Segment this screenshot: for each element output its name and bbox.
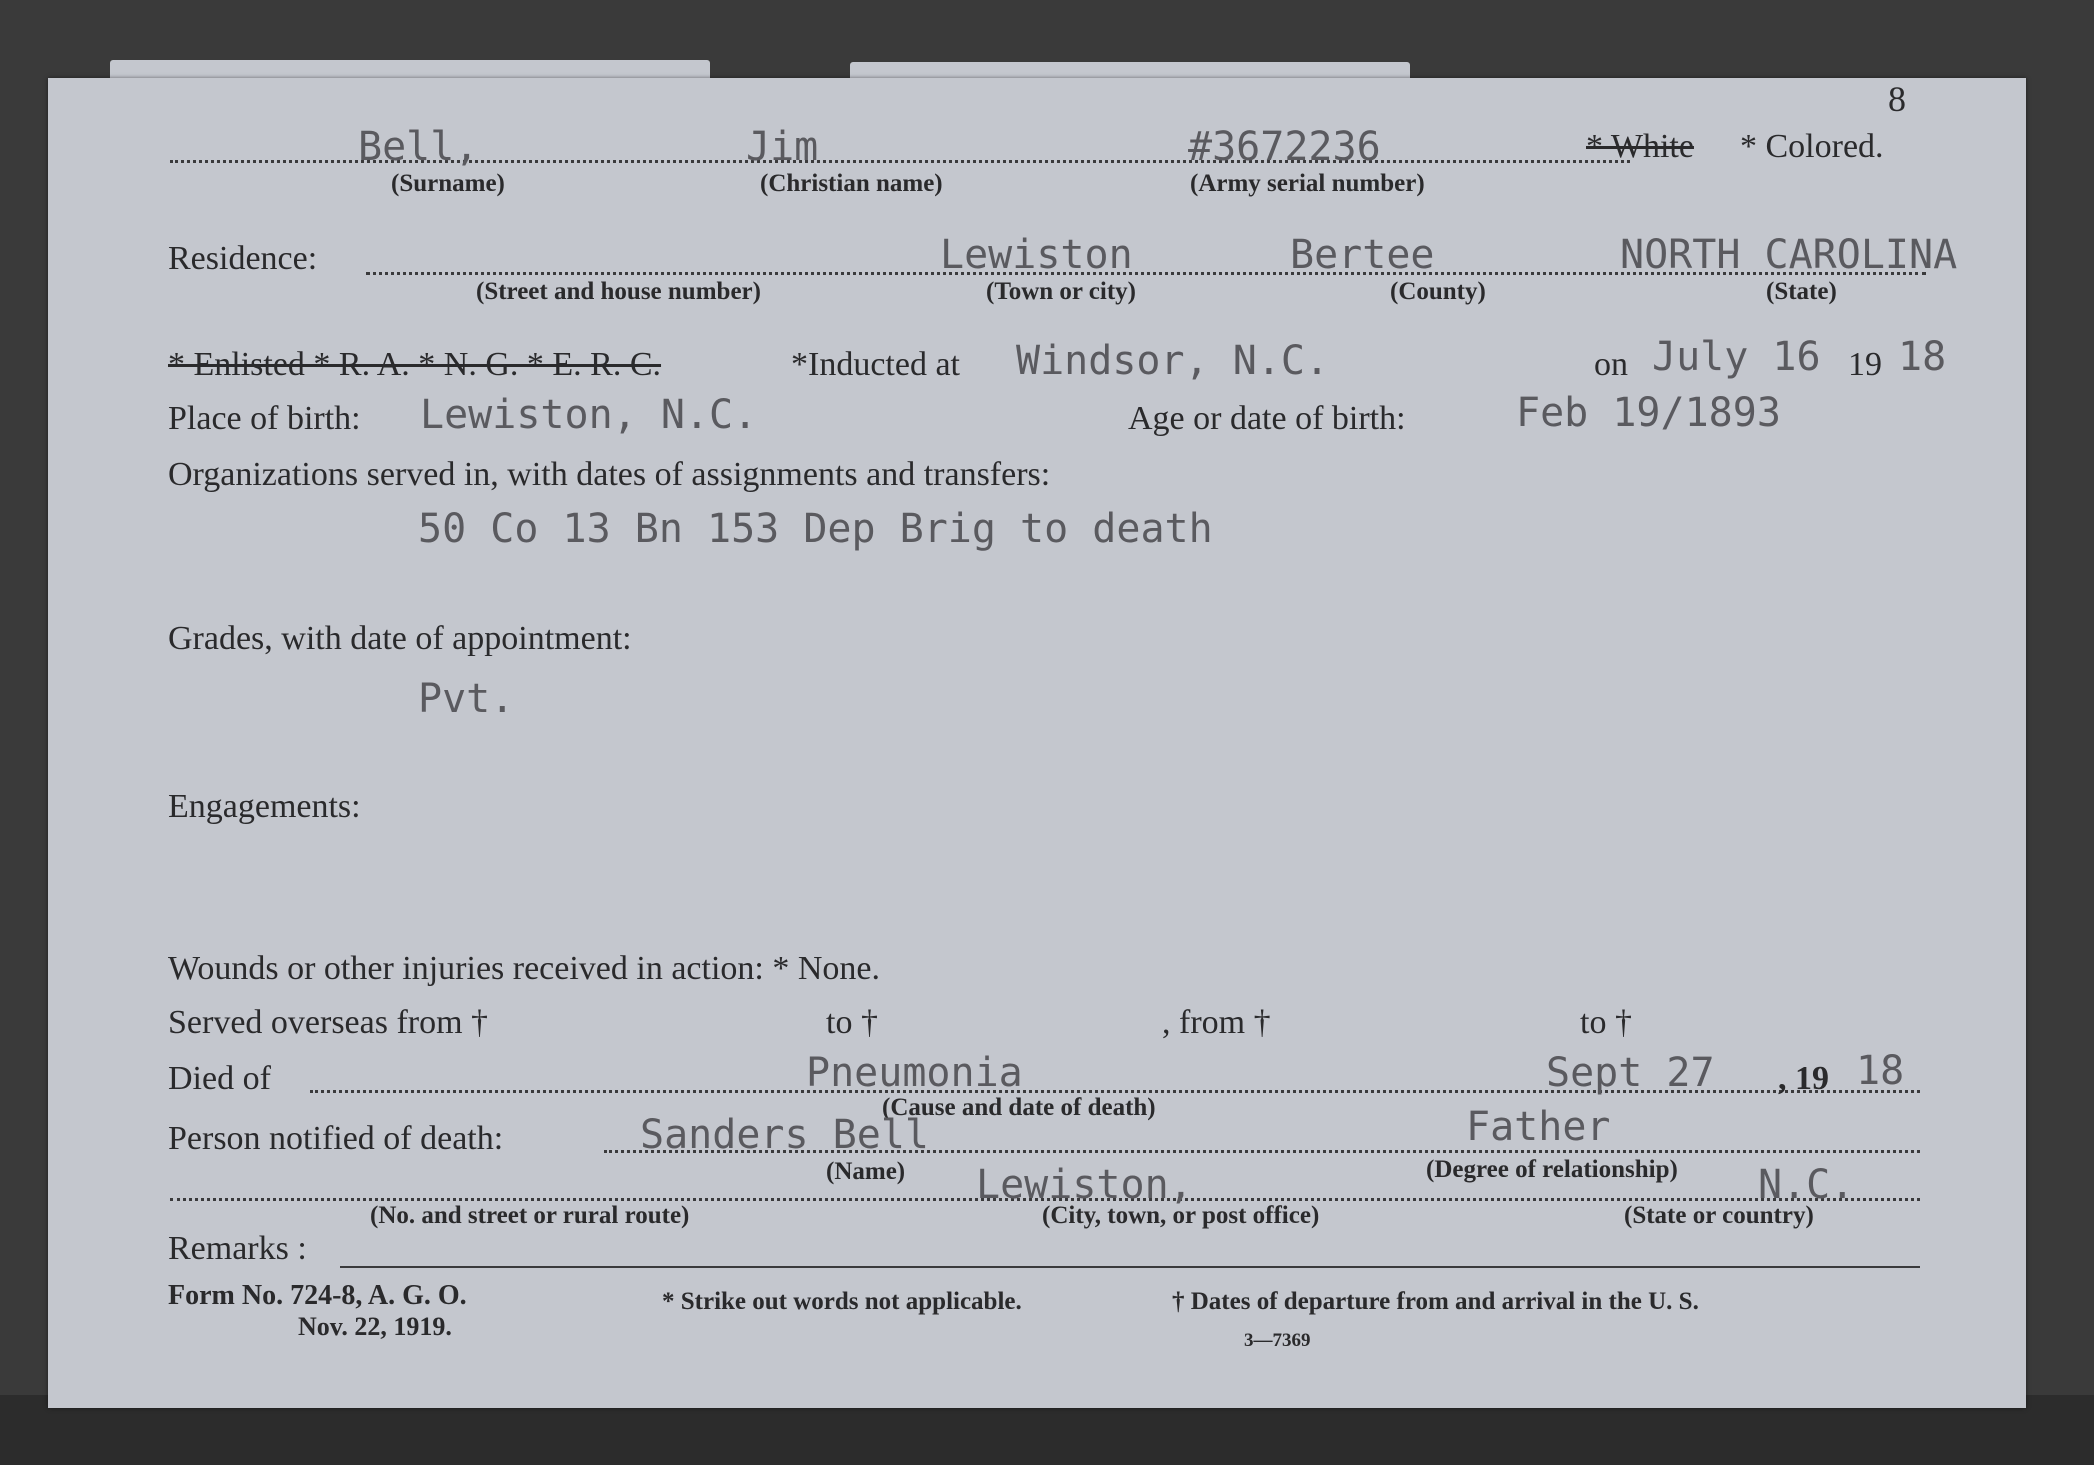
death-caption: (Cause and date of death) (882, 1094, 1156, 1121)
inducted-year: 18 (1898, 334, 1947, 380)
inducted-year-prefix: 19 (1848, 346, 1882, 383)
notified-state: N.C. (1758, 1162, 1855, 1208)
residence-county: Bertee (1290, 232, 1435, 278)
age-label: Age or date of birth: (1128, 400, 1406, 437)
notified-relationship: Father (1466, 1104, 1611, 1150)
state-country-caption: (State or country) (1624, 1202, 1814, 1229)
organizations-label: Organizations served in, with dates of assignments and transfers: (168, 456, 1051, 493)
remarks-label: Remarks : (168, 1230, 307, 1267)
overseas-to2-label: to † (1580, 1004, 1632, 1041)
notified-name-caption: (Name) (826, 1158, 906, 1185)
street-route-caption: (No. and street or rural route) (370, 1202, 690, 1229)
form-date: Nov. 22, 1919. (298, 1312, 452, 1341)
record-card (48, 78, 2026, 1408)
overseas-from2-label: , from † (1162, 1004, 1271, 1041)
inducted-date: July 16 (1652, 334, 1821, 380)
birth-place-label: Place of birth: (168, 400, 361, 437)
dates-note: † Dates of departure from and arrival in the U. S. (1172, 1288, 1699, 1315)
form-number: Form No. 724-8, A. G. O. (168, 1280, 467, 1311)
overseas-from-label: Served overseas from † (168, 1004, 489, 1041)
residence-state: NORTH CAROLINA (1620, 232, 1958, 278)
notified-name: Sanders Bell (640, 1112, 929, 1158)
inducted-place: Windsor, N.C. (1016, 338, 1330, 384)
remarks-line (340, 1266, 1920, 1268)
christian-name-caption: (Christian name) (760, 170, 943, 197)
enlisted-struck: * Enlisted * R. A. * N. G. * E. R. C. (168, 346, 662, 383)
county-caption: (County) (1390, 278, 1486, 305)
relationship-caption: (Degree of relationship) (1426, 1156, 1678, 1183)
died-of-label: Died of (168, 1060, 271, 1097)
town-caption: (Town or city) (986, 278, 1136, 305)
death-cause: Pneumonia (806, 1050, 1023, 1096)
age-value: Feb 19/1893 (1516, 390, 1781, 436)
grades-label: Grades, with date of appointment: (168, 620, 632, 657)
serial-value: #3672236 (1188, 124, 1381, 170)
serial-caption: (Army serial number) (1190, 170, 1425, 197)
engagements-label: Engagements: (168, 788, 361, 825)
on-label: on (1594, 346, 1628, 383)
birth-place-value: Lewiston, N.C. (420, 392, 758, 438)
state-caption: (State) (1766, 278, 1837, 305)
page-number: 8 (1888, 79, 1906, 119)
surname-caption: (Surname) (391, 170, 505, 197)
inducted-label: *Inducted at (791, 346, 960, 383)
wounds-label: Wounds or other injuries received in action: * None. (168, 950, 881, 987)
death-year-prefix: , 19 (1778, 1060, 1829, 1097)
notified-label: Person notified of death: (168, 1120, 504, 1157)
organizations-value: 50 Co 13 Bn 153 Dep Brig to death (418, 506, 1213, 552)
death-year: 18 (1856, 1048, 1905, 1094)
city-caption: (City, town, or post office) (1042, 1202, 1320, 1229)
white-label: * White (1586, 128, 1694, 165)
print-code: 3—7369 (1244, 1330, 1311, 1351)
residence-town: Lewiston (940, 232, 1133, 278)
street-caption: (Street and house number) (476, 278, 761, 305)
notified-city: Lewiston, (976, 1162, 1193, 1208)
residence-label: Residence: (168, 240, 318, 277)
overseas-to-label: to † (826, 1004, 878, 1041)
christian-name-value: Jim (746, 124, 819, 170)
colored-label: * Colored. (1740, 128, 1884, 165)
surname-value: Bell, (358, 124, 479, 170)
grades-value: Pvt. (418, 676, 515, 722)
strike-note: * Strike out words not applicable. (662, 1288, 1022, 1315)
death-date: Sept 27 (1546, 1050, 1715, 1096)
